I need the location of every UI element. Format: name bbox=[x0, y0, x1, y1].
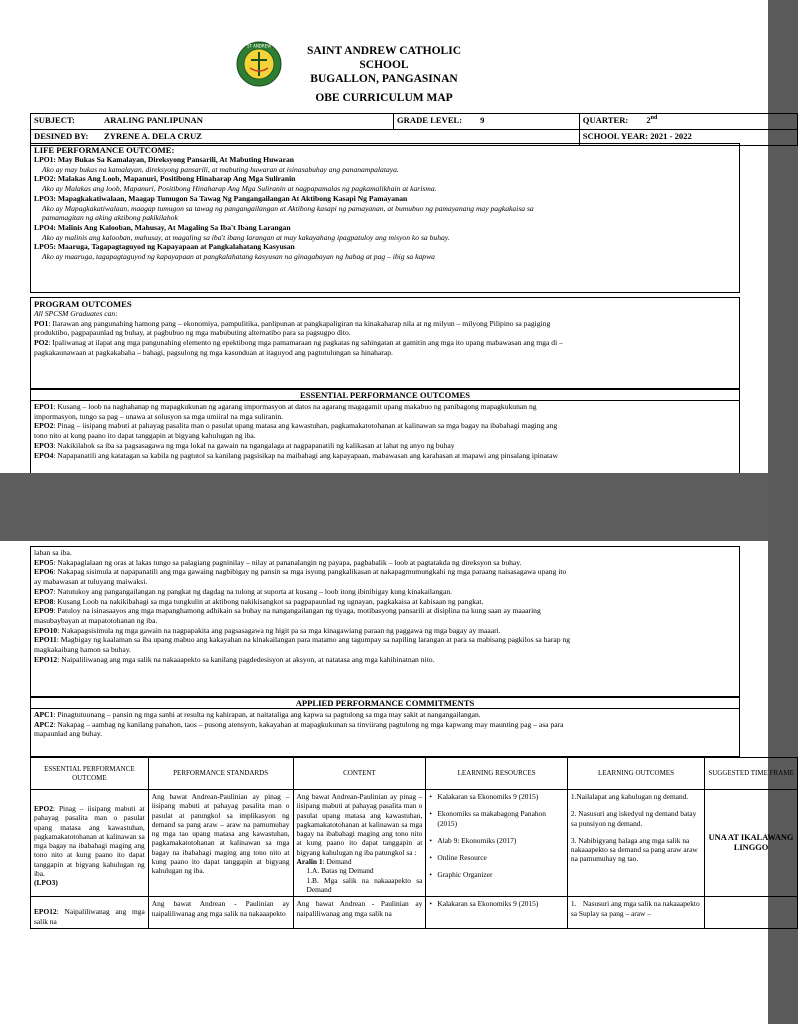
essential-outcome-code: EPO2 bbox=[34, 421, 54, 431]
essential-outcome-text: : Nakapaglalaan ng oras at lakas tungo sa palagiang pagninilay – nilay at pananalangin ng payapa, pagbabalik – loob at pagtatakda ng direksyon sa buhay. bbox=[53, 557, 522, 567]
essential-outcome-code: EPO7 bbox=[34, 586, 54, 596]
epo-list-page2 bbox=[34, 558, 736, 665]
grade-label: GRADE LEVEL: bbox=[396, 115, 463, 125]
program-outcome-line bbox=[34, 328, 736, 338]
row2-epo-cell bbox=[31, 897, 149, 929]
document-page-1 bbox=[0, 0, 768, 473]
essential-outcome-line bbox=[34, 616, 736, 626]
row1-outcomes-cell bbox=[567, 790, 704, 897]
row2-outcome-text: Nasusuri ang mga salik na nakaaapekto sa Suplay sa pang – araw – bbox=[570, 899, 700, 918]
essential-outcome-line bbox=[34, 655, 736, 665]
row1-standard-cell: Ang bawat Andrean-Paulinian ay pinag – iisipang mabuti at pahayag pasalita man o pasulat at patungkol sa implikasyon ng demand sa pang araw – araw na pamumuhay ng mga tao upang matasa ang kawastuhan, pagkamakatotohanan at kalinawan sa mga bagay na ibabahagi maging ang tono nito at kung paano ito dapat tanggapin at bigyang kahulugan ng iba. bbox=[148, 790, 293, 897]
essential-outcome-code: EPO10 bbox=[34, 625, 58, 635]
lpo-title: LPO2: Malakas Ang Loob, Mapanuri, Positibong Hinaharap Ang Mga Suliranin bbox=[34, 174, 296, 184]
program-outcome-code: PO2 bbox=[34, 338, 49, 348]
apc-list bbox=[34, 710, 736, 739]
essential-outcome-text: tono nito at kung paano ito dapat tanggapin at bigyang kahulugan ng iba. bbox=[34, 431, 256, 441]
row2-outcome-number: 1. bbox=[570, 899, 577, 909]
lpo-description-line: Ako ay malinis ang kalooban, mahusay, at magaling sa iba't ibang larangan at may kakayahang ipagpatuloy ang misyon ko sa buhay. bbox=[42, 232, 450, 242]
matrix-header-row bbox=[31, 758, 798, 790]
resource-item: • Kalakaran sa Ekonomiks 9 (2015) bbox=[429, 792, 564, 801]
program-outcome-text: pagkakaunawaan at pagkakabaha – bahagi, pagsulong ng mga kasunduan at itaguyod ang pagtutulungan sa hinaharap. bbox=[34, 347, 393, 357]
page-gap bbox=[0, 473, 768, 541]
essential-outcome-line bbox=[34, 635, 736, 645]
program-outcome-text: : Ipaliwanag at ilapat ang mga pangunahing elemento ng epektibong mga pamamaraan ng pagkatas ng sahingatan at gamitin ang mga ito upang mabawasan ang mga di – bbox=[48, 338, 563, 348]
essential-outcome-text: : Naipaliliwanag ang mga salik na nakaaapekto sa kanilang pagdedesisyon at aksyon, at natatasa ang mga kahihinatnan nito. bbox=[57, 654, 435, 664]
program-outcomes bbox=[30, 297, 740, 389]
resource-item: • Online Resource bbox=[429, 853, 564, 862]
learning-outcome-item: 2. Nasusuri ang iskedyul ng demand batay sa punsiyon ng demand. bbox=[570, 809, 697, 828]
subject-cell bbox=[31, 114, 394, 130]
program-outcome-line bbox=[34, 348, 736, 358]
col-header-outcomes: LEARNING OUTCOMES bbox=[567, 758, 704, 790]
document-page-2 bbox=[0, 541, 794, 1024]
matrix-row-2 bbox=[31, 897, 798, 929]
row1-content-intro: Ang bawat Andrean-Paulinian ay pinag – iisipang mabuti at pahayag pasalita man o pasulat upang matasa ang kawastuhan, pagkamakatotohanan at kalinawan sa mga bagay na ibabahagi maging ang tono nito at kung paano ito dapat tanggapin at bigyang kahulugan ng iba patungkol sa : bbox=[296, 792, 423, 857]
essential-outcome-text: magkakaibang hamon sa buhay. bbox=[34, 645, 131, 655]
essential-outcome-line bbox=[34, 645, 736, 655]
epo-continuation: laban sa iba. bbox=[34, 548, 72, 557]
row1-epo-cell bbox=[31, 790, 149, 897]
curriculum-map-title: OBE CURRICULUM MAP bbox=[315, 92, 453, 104]
col-header-resources: LEARNING RESOURCES bbox=[426, 758, 568, 790]
resource-item: • Alab 9: Ekonomiks (2017) bbox=[429, 836, 564, 845]
lpo-description-line: Ako ay maaruga, tagapagtaguyod ng kapayapaan at pangkalahatang kasyusan na ginagabayan ng habag at pag – ibig sa kapwa bbox=[42, 252, 435, 262]
essential-outcome-text: ay mabawasan at tuluyang maiwaksi. bbox=[34, 577, 148, 587]
essential-outcome-text: : Napapanatili ang katatagan sa kabila ng pagtutol sa kanilang pagsisikap na maibahagi ang kapayapaan, mabawasan ang karahasan at mapawi ang pinsalang ipinataw bbox=[53, 450, 559, 460]
grade-level-cell bbox=[393, 114, 579, 130]
designed-value: ZYRENE A. DELA CRUZ bbox=[104, 131, 202, 141]
essential-outcome-text: : Nakapag sisimula at napapanatili ang mga gawaing nagbibigay ng pansin sa mga isyung pangkalikasan at nakapagmumungkahi ng mga paraang naisasagawa upang ito bbox=[53, 567, 567, 577]
essential-outcome-line bbox=[34, 421, 736, 431]
row2-content-cell: Ang bawat Andrean - Paulinian ay naipaliliwanag ang mga salik na bbox=[293, 897, 426, 929]
essential-outcome-code: EPO6 bbox=[34, 567, 54, 577]
matrix-row-1 bbox=[31, 790, 798, 897]
lpo-heading: LIFE PERFORMANCE OUTCOME: bbox=[34, 145, 175, 155]
lpo-description-line: pamamagitan ng aking aktibong pakikilahok bbox=[42, 213, 178, 223]
school-seal-logo bbox=[236, 41, 282, 87]
row1-epo-tag: (LPO3) bbox=[34, 878, 58, 888]
row1-content-sub1: 1.A. Batas ng Demand bbox=[306, 866, 374, 876]
essential-outcome-code: EPO4 bbox=[34, 450, 54, 460]
essential-outcome-text: : Nakikilahok sa iba sa pagsasagawa ng mga lokal na gawain na ngangalaga at nagpapanatili ng kalikasan at lahat ng anyo ng buhay bbox=[53, 440, 455, 450]
essential-outcome-code: EPO11 bbox=[34, 635, 57, 645]
row2-timeframe-cell bbox=[705, 897, 798, 929]
essential-outcome-text: : Kusang – loob na naghahanap ng mapagkukunan ng agarang impormasyon at datos na agarang magagamit upang makabuo ng panibagong mapagkukunan ng bbox=[53, 402, 537, 411]
svg-text:ST ANDREW: ST ANDREW bbox=[246, 43, 272, 49]
quarter-value: 2 bbox=[646, 115, 651, 125]
quarter-cell bbox=[579, 114, 797, 130]
essential-outcome-line bbox=[34, 451, 736, 461]
subject-value: ARALING PANLIPUNAN bbox=[104, 115, 203, 125]
applied-commitment-line bbox=[34, 729, 736, 739]
essential-performance-outcomes bbox=[30, 389, 740, 473]
essential-outcome-line bbox=[34, 558, 736, 568]
school-header bbox=[0, 30, 768, 90]
essential-outcome-line bbox=[34, 597, 736, 607]
resource-item: • Graphic Organizer bbox=[429, 870, 564, 879]
lpo-description-line: Ako ay Malakas ang loob, Mapanuri, Positibong Hinaharap Ang Mga Suliranin at nagpapamalas ng pagkamalikhain at karisma. bbox=[42, 184, 437, 194]
quarter-suffix: nd bbox=[650, 115, 658, 122]
row1-epo-text: : Pinag – iisipang mabuti at pahayag pasalita man o pasulat upang matasa ang kawastuhan, pagkamakatotohanan at kalinawan sa mga bagay na ibabahagi maging ang tono nito at kung paano ito dapat tanggapin at bigyang kahulugan ng iba. bbox=[34, 804, 145, 879]
essential-outcome-line bbox=[34, 606, 736, 616]
po-heading: PROGRAM OUTCOMES bbox=[34, 299, 132, 309]
resource-item: • Ekonomiks sa makabagong Panahon (2015) bbox=[429, 809, 564, 828]
essential-outcome-code: EPO3 bbox=[34, 440, 54, 450]
essential-outcome-code: EPO12 bbox=[34, 654, 58, 664]
essential-outcome-code: EPO9 bbox=[34, 606, 54, 616]
applied-commitment-text: : Pinagtutuunang – pansin ng mga sanhi at resulta ng kahirapan, at naitataliga ang kapwa sa pagtulong sa mga may sakit at nangangailangan. bbox=[53, 710, 481, 719]
row2-epo-text: : Naipaliliwanag ang mga salik na bbox=[34, 907, 145, 926]
po-subheading: All SPCSM Graduates can: bbox=[34, 309, 118, 318]
school-name: SAINT ANDREW CATHOLIC SCHOOL bbox=[306, 45, 461, 71]
lpo-title: LPO4: Malinis Ang Kalooban, Mahusay, At Magaling Sa Iba't Ibang Larangan bbox=[34, 222, 291, 232]
essential-outcome-text: impormasyon, tungo sa pag – unawa at solusyon sa mga umiiral na mga suliranin. bbox=[34, 411, 284, 421]
grade-value: 9 bbox=[480, 115, 485, 125]
essential-outcome-line bbox=[34, 431, 736, 441]
essential-performance-outcomes-continued bbox=[30, 546, 740, 697]
info-table bbox=[30, 113, 798, 146]
row1-content-sub2: 1.B. Mga salik na nakaaapekto sa Demand bbox=[306, 875, 423, 894]
epo-list-page1 bbox=[34, 402, 736, 460]
col-header-epo: ESSENTIAL PERFORMANCE OUTCOME bbox=[31, 758, 149, 790]
essential-outcome-line bbox=[34, 587, 736, 597]
essential-outcome-text: : Kusang Loob na nakikibahagi sa mga tungkulin at aktibong nakikisangkot sa pagpapaunlad ng ugnayan, pagkakaisa at kabisaan ng pangkat. bbox=[53, 596, 484, 606]
row1-content-cell bbox=[293, 790, 426, 897]
subject-label: SUBJECT: bbox=[34, 115, 75, 125]
applied-commitment-code: APC2 bbox=[34, 719, 54, 729]
col-header-timeframe: SUGGESTED TIME FRAME bbox=[705, 758, 798, 790]
resource-item: • Kalakaran sa Ekonomiks 9 (2015) bbox=[429, 899, 564, 908]
essential-outcome-text: : Nakapagsisimula ng mga gawain na nagpapakita ang pagsasagawa ng higit pa sa mga kinagawiang paraan ng paggawa ng mga bagay ay maaari. bbox=[57, 625, 501, 635]
row1-content-aralin-rest: : Demand bbox=[322, 857, 352, 867]
lpo-title: LPO3: Mapagkakatiwalaan, Maagap Tumugon Sa Tawag Ng Pangangailangan At Aktibong Kasapi Ng Pamayanan bbox=[34, 193, 408, 203]
lpo-title: LPO5: Maaruga, Tagapagtaguyod ng Kapayapaan at Pangkalahatang Kasyusan bbox=[34, 242, 295, 252]
essential-outcome-text: : Natutukoy ang pangangailangan ng pangkat ng dagdag na tulong at suporta at kusang – loob itong ibinibigay kung kinakailangan. bbox=[53, 586, 453, 596]
lpo-title: LPO1: May Bukas Sa Kamalayan, Direksyong Pansarili, At Mabuting Huwaran bbox=[34, 155, 294, 164]
row2-resources-cell bbox=[426, 897, 568, 929]
essential-outcome-line bbox=[34, 441, 736, 451]
essential-outcome-line bbox=[34, 567, 736, 577]
row1-epo-code: EPO2 bbox=[34, 804, 53, 813]
essential-outcome-text: : Pinag – iisipang mabuti at pahayag pasalita man o pasulat upang matasa ang kawastuhan, pagkamakatotohanan at kalinawan sa mga bagay na ibabahagi maging ang bbox=[53, 421, 558, 431]
row2-outcomes-cell bbox=[567, 897, 704, 929]
learning-outcome-item: 3. Nabibigyang halaga ang mga salik na nakaaapekto sa demand sa pang araw araw na pamumuhay ng tao. bbox=[570, 835, 698, 864]
program-outcome-line bbox=[34, 338, 736, 348]
school-year-cell: SCHOOL YEAR: 2021 - 2022 bbox=[579, 130, 797, 146]
applied-performance-commitments bbox=[30, 697, 740, 757]
essential-outcome-line bbox=[34, 626, 736, 636]
applied-commitment-code: APC1 bbox=[34, 710, 54, 719]
program-outcome-text: produktibo, pagpapaunlad ng buhay, at pagbubuo ng mga mabubuting alternatibo para sa pagsugpo dito. bbox=[34, 328, 351, 338]
row2-epo-code: EPO12 bbox=[34, 907, 57, 917]
applied-commitment-line bbox=[34, 710, 736, 720]
essential-outcome-line bbox=[34, 577, 736, 587]
row2-standard-cell: Ang bawat Andrean - Paulinian ay naipaliliwanag ang mga salik na nakaaapekto bbox=[148, 897, 293, 929]
quarter-label: QUARTER: bbox=[582, 115, 629, 125]
designed-label: DESINED BY: bbox=[34, 131, 89, 141]
essential-outcome-text: : Magbigay ng kaalaman sa iba upang mabuo ang kakayahan na kinakailangan para matamo ang tagumpay sa napiling larangan at para sa mabisang pagkilos sa harap ng bbox=[56, 635, 571, 645]
row1-content-aralin: Aralin 1 bbox=[296, 857, 323, 867]
applied-commitment-text: : Nakapag – aambag ng kanilang panahon, taos – pusong atensyon, kakayahan at mapagkukunan sa tinviirang pagtulong ng mga kapwang may maunting pag – asa para bbox=[53, 719, 564, 729]
essential-outcome-text: masubaybayan at mapatotohanan ng iba. bbox=[34, 615, 158, 625]
row1-timeframe-cell: UNA AT IKALAWANG LINGGO bbox=[705, 790, 798, 897]
applied-commitment-line bbox=[34, 720, 736, 730]
program-outcome-code: PO1 bbox=[34, 318, 49, 328]
essential-outcome-line bbox=[34, 412, 736, 422]
lpo-description-line: Ako ay may bukas na kamalayan, direksyong pansarili, at mabuting huwaran at isinasabuhay ang pananampalataya. bbox=[42, 164, 399, 174]
life-performance-outcomes bbox=[30, 143, 740, 293]
essential-outcome-code: EPO5 bbox=[34, 557, 54, 567]
essential-outcome-code: EPO8 bbox=[34, 596, 54, 606]
curriculum-matrix bbox=[30, 757, 798, 929]
apc-heading: APPLIED PERFORMANCE COMMITMENTS bbox=[31, 698, 739, 709]
learning-outcome-item: 1.Nailalapat ang kahulugan ng demand. bbox=[570, 792, 689, 801]
applied-commitment-text: mapaunlad ang buhay. bbox=[34, 729, 103, 739]
program-outcome-text: : Ilarawan ang pangunahing hamong pang – ekonomiya, pampulitika, panlipunan at pangkapaligiran na kinakaharap nila at ng milyun – milyong Pilipino sa pagiging bbox=[48, 318, 551, 328]
essential-outcome-text: : Patuloy na isinasaayos ang mga mapanghamong adhikain sa buhay na nangangailangan ng tiyaga, motibasyong pansarili at disiplina na kung saan ay maaaring bbox=[53, 606, 541, 616]
po-list bbox=[34, 319, 736, 358]
school-name-block bbox=[284, 44, 484, 86]
school-town: BUGALLON, PANGASINAN bbox=[310, 73, 458, 85]
lpo-description-line: Ako ay Mapagkakatiwalaan, maagap tumugon sa tawag ng pangangailangan at Aktibong kasapi ng pamayanan, at bumubuo ng pamayanang may pagkakaisa sa bbox=[42, 203, 534, 213]
epo-heading: ESSENTIAL PERFORMANCE OUTCOMES bbox=[31, 390, 739, 401]
essential-outcome-line bbox=[34, 402, 736, 412]
lpo-list bbox=[34, 155, 736, 262]
row1-resources-cell bbox=[426, 790, 568, 897]
essential-outcome-code: EPO1 bbox=[34, 402, 54, 411]
col-header-content: CONTENT bbox=[293, 758, 426, 790]
col-header-standards: PERFORMANCE STANDARDS bbox=[148, 758, 293, 790]
program-outcome-line bbox=[34, 319, 736, 329]
